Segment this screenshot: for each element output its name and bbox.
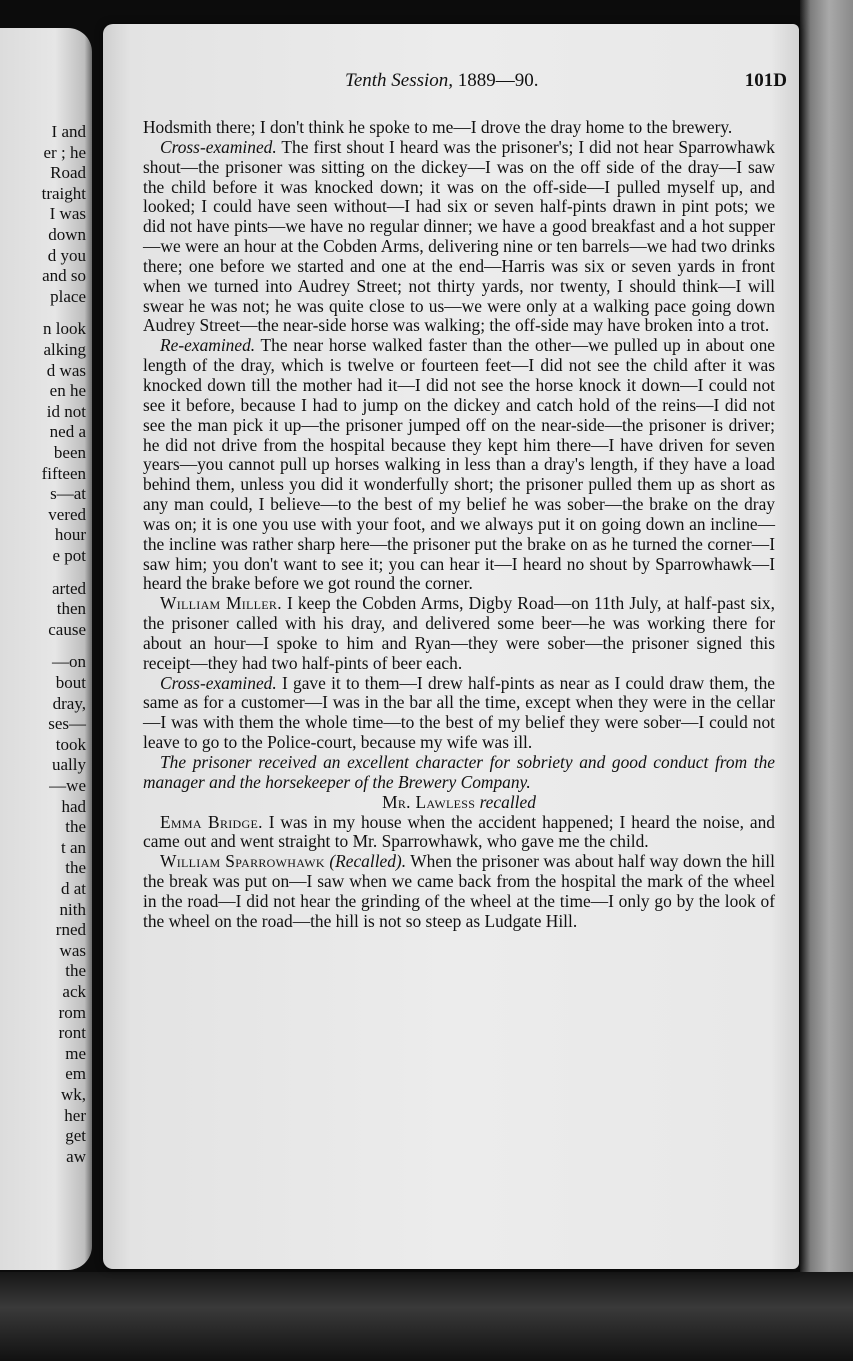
session-years: 1889—90. [457,70,539,91]
facing-page-text: bout [55,673,86,692]
paragraph-cross-examined-1: Cross-examined. The first shout I heard was the prisoner's; I did not hear Sparrowhawk shout—the prisoner was sitting on the dickey—I was on the off side of the dray—I saw the child before it was knocked down; it was on the off-side—I pulled myself up, and looked; I could have seen without—I had six or seven half-pints drawn in pint pots; we did not have pints—we have no regular dinner; we have a good breakfast and a hot supper—we were an hour at the Cobden Arms, delivering nine or ten barrels—we had two drinks there; one before we started and one at the end—Harris was six or seven yards in front when we turned into Audrey Street; not thirty yards, nor twenty, I should think—I will swear he was not; he was quite close to us—we were only at a walking pace going down Audrey Street—the near-side horse was walking; the off-side may have broken into a trot. [143,136,775,336]
facing-page-text: been [53,443,86,462]
facing-page-text: I and [51,122,86,141]
paragraph-1: Hodsmith there; I don't think he spoke to me—I drove the dray home to the brewery. [143,117,733,137]
facing-page-text: rned [55,920,86,940]
facing-page-fragment [0,28,92,1270]
section-label: Cross-examined. [160,672,277,693]
page-header [103,70,799,96]
background-bottom [0,1272,853,1361]
facing-page-text: ually [52,755,86,775]
paragraph-william-sparrowhawk: William Sparrowhawk (Recalled). When the prisoner was about half way down the hill the break was put on—I saw when we came back from the hospital the mark of the wheel in the road—I did not hear the grinding of the wheel at the time—I only go by the look of the wheel on the road—the hill is not so steep as Ludgate Hill. [143,851,775,931]
facing-page-text: her [64,1105,86,1125]
page-body [143,118,775,932]
paragraph-emma-bridge: Emma Bridge. I was in my house when the accident happened; I heard the noise, and came out and went straight to Mr. Sparrowhawk, who gave me the child. [143,811,776,852]
facing-page-text: ront [58,1023,86,1043]
facing-page-text: d was [46,360,86,380]
facing-page-text: was [59,940,86,960]
facing-page-text: alking [43,340,86,359]
facing-page-text: n look [43,319,86,339]
facing-page-text: id not [46,401,86,421]
background-edge [800,0,853,1361]
facing-page-text: d you [47,245,86,265]
facing-page-text: fifteen [41,463,86,483]
facing-page-text: dray, [52,693,86,713]
facing-page-text: vered [48,504,86,524]
facing-page-text: rom [58,1002,86,1022]
facing-page-text: me [65,1043,86,1063]
witness-name: Emma Bridge. [160,811,263,832]
facing-page-text: had [61,796,86,816]
facing-page-text: ned a [49,422,86,442]
facing-page-text: traight [41,183,86,203]
witness-name: William Miller. [160,593,282,614]
facing-page-text: down [48,225,86,244]
facing-page-text: er ; he [43,142,86,162]
facing-page-text: the [65,858,86,878]
facing-page-text: then [56,599,86,619]
facing-page-text: the [65,961,86,981]
paragraph-cross-examined-2: Cross-examined. I gave it to them—I drew half-pints as near as I could draw them, the same as for a customer—I was in the bar all the time, except when they were in the cellar—I was with them the whole time—to the best of my belief they were sober—I could not leave to go to the Police-court, because my wife was ill. [143,672,775,753]
facing-page-text: wk, [60,1085,86,1104]
facing-page-text: em [65,1064,86,1084]
running-title: Tenth Session, 1889—90. [345,70,539,91]
facing-page-text: Road [50,163,86,183]
recalled-heading: Mr. Lawless recalled [382,791,536,812]
facing-page-text: the [65,817,86,837]
witness-name: Mr. Lawless [382,791,476,812]
facing-page-text: ses— [48,714,86,734]
paragraph-character-note: The prisoner received an excellent character for sobriety and good conduct from the manager and the horsekeeper of the Brewery Company. [143,752,775,792]
facing-page-text: cause [48,619,86,639]
facing-page-text: d at [60,879,86,898]
book-page [103,24,799,1269]
facing-page-text: hour [54,525,86,545]
page-number: 101D [744,70,787,91]
facing-page-text: ack [62,982,86,1001]
facing-page-text: I was [49,204,86,224]
facing-page-text: —we [49,776,86,795]
facing-page-text: and so [42,266,86,286]
section-label: Cross-examined. [160,136,277,157]
facing-page-text: e pot [52,546,86,565]
facing-page-text: took [55,734,86,754]
facing-page-text: arted [52,578,86,598]
paragraph-re-examined: Re-examined. The near horse walked faster than the other—we pulled up in about one length of the dray, which is twelve or fourteen feet—I did not see the child after it was knocked down till the mother had it—I did not see the horse knock it down—I could not see it before, because I had to jump on the dickey and catch hold of the reins—I did not see the man pick it up—the prisoner jumped off on the near-side—the prisoner is driver; he did not drive from the hospital because they kept him there—I have driven for seven years—you cannot pull up horses walking in less than a dray's length, if they have a load behind them, unless you did it wonderfully short; the prisoner pulled them up as short as any man could, I believe—to the best of my belief he was sober—the brake on the dray was on; it is one you use with your foot, and we always put it on going down an incline—the incline was rather sharp here—the prisoner put the brake on as he turned the corner—I saw him; you don't want to see it; you can hear it—I heard no shout by Sparrowhawk—I heard the brake before we got round the corner. [143,335,775,594]
witness-name: William Sparrowhawk [160,851,325,872]
facing-page-text: nith [59,899,86,919]
facing-page-text: t an [60,837,86,857]
facing-page-text: place [50,286,86,306]
paragraph-william-miller: William Miller. I keep the Cobden Arms, Digby Road—on 11th July, at half-past six, the prisoner called with his dray, and delivered some beer—he was working there for about an hour—I spoke to him and Ryan—they were sober—the prisoner signed this receipt—they had two half-pints of beer each. [143,593,775,673]
facing-page-text: —on [52,652,86,672]
section-label: Re-examined. [160,335,256,356]
facing-page-text: aw [66,1146,86,1166]
facing-page-text: s—at [50,484,86,504]
facing-page-text: en he [49,381,86,401]
facing-page-text: get [65,1126,86,1146]
